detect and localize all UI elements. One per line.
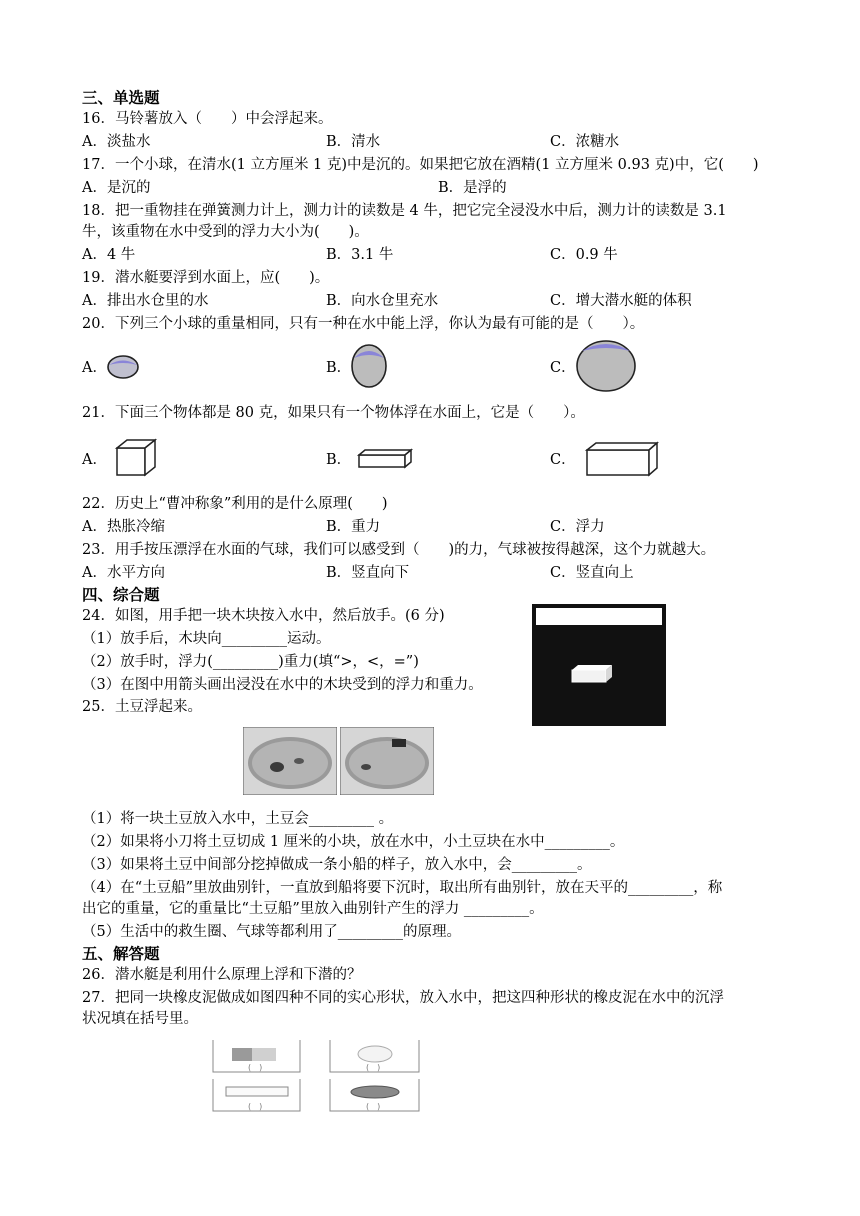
q23-option-c[interactable]: C．竖直向上: [550, 565, 634, 581]
q22-option-a[interactable]: A．热胀冷缩: [82, 519, 165, 535]
q19-option-b[interactable]: B．向水仓里充水: [326, 293, 439, 309]
q16-option-a[interactable]: A．淡盐水: [82, 134, 151, 150]
water-tank-figure: [532, 604, 666, 726]
long-box-image: [584, 440, 660, 478]
clay-shapes-figure: [212, 1039, 422, 1115]
q21-stem: 21．下面三个物体都是 80 克，如果只有一个物体浮在水面上，它是（ ）。: [82, 405, 585, 421]
q18-option-c[interactable]: C．0.9 牛: [550, 247, 618, 263]
q17-option-a[interactable]: A．是沉的: [82, 180, 151, 196]
cube-image: [114, 438, 158, 478]
q20-option-c[interactable]: C．: [550, 360, 576, 376]
q25-sub2: （2）如果将小刀将土豆切成 1 厘米的小块，放在水中，小土豆块在水中_________。: [82, 834, 625, 850]
q24-stem: 24．如图，用手把一块木块按入水中，然后放手。(6 分): [82, 608, 445, 624]
q22-option-c[interactable]: C．浮力: [550, 519, 605, 535]
q16-option-c[interactable]: C．浓糖水: [550, 134, 620, 150]
potato-photo-2: [340, 727, 434, 795]
q24-sub3: （3）在图中用箭头画出浸没在水中的木块受到的浮力和重力。: [82, 677, 483, 693]
q20-stem: 20．下列三个小球的重量相同，只有一种在水中能上浮，你认为最有可能的是（ ）。: [82, 316, 645, 332]
q17-option-b[interactable]: B．是浮的: [438, 180, 507, 196]
q25-sub3: （3）如果将土豆中间部分挖掉做成一条小船的样子，放入水中，会_________。: [82, 857, 592, 873]
q25-sub1: （1）将一块土豆放入水中，土豆会_________ 。: [82, 811, 394, 827]
ball-medium-image: [349, 342, 391, 390]
q25-stem: 25．土豆浮起来。: [82, 699, 202, 715]
ball-small-image: [106, 354, 140, 380]
q17-stem: 17．一个小球，在清水(1 立方厘米 1 克)中是沉的。如果把它放在酒精(1 立方厘米 0.93 克)中，它( ): [82, 157, 759, 173]
q25-sub4-line1: （4）在“土豆船”里放曲别针，一直放到船将要下沉时，取出所有曲别针，放在天平的_________，称: [82, 880, 723, 896]
clay-disc-image: [351, 1086, 399, 1098]
clay-block-image: [232, 1048, 276, 1061]
q16-option-b[interactable]: B．清水: [326, 134, 381, 150]
q18-option-a[interactable]: A．4 牛: [82, 247, 136, 263]
q18-option-b[interactable]: B．3.1 牛: [326, 247, 394, 263]
q20-option-a[interactable]: A．: [82, 360, 107, 376]
q24-sub1: （1）放手后，木块向_________运动。: [82, 631, 331, 647]
q23-option-b[interactable]: B．竖直向下: [326, 565, 410, 581]
q21-option-b[interactable]: B．: [326, 452, 352, 468]
q16-stem: 16．马铃薯放入（ ）中会浮起来。: [82, 111, 333, 127]
clay-ball-image: [358, 1046, 392, 1062]
ball-large-image: [574, 338, 638, 394]
q25-sub5: （5）生活中的救生圈、气球等都利用了_________的原理。: [82, 924, 461, 940]
q26-stem: 26．潜水艇是利用什么原理上浮和下潜的？: [82, 967, 362, 983]
clay-rod-image: [226, 1087, 288, 1096]
svg-text:( ): ( ): [248, 1102, 263, 1111]
q22-stem: 22．历史上“曹冲称象”利用的是什么原理( ): [82, 496, 388, 512]
q19-option-c[interactable]: C．增大潜水艇的体积: [550, 293, 692, 309]
q21-option-a[interactable]: A．: [82, 452, 107, 468]
q27-stem-line2: 状况填在括号里。: [82, 1011, 198, 1027]
q19-stem: 19．潜水艇要浮到水面上，应( )。: [82, 270, 330, 286]
section-title-comprehensive: 四、综合题: [82, 586, 160, 604]
svg-text:( ): ( ): [366, 1063, 381, 1072]
q23-stem: 23．用手按压漂浮在水面的气球，我们可以感受到（ )的力，气球被按得越深，这个力就越大。: [82, 542, 716, 558]
q24-sub2: （2）放手时，浮力(_________)重力(填“>，<，=”): [82, 654, 419, 670]
section-title-single-choice: 三、单选题: [82, 89, 160, 107]
q19-option-a[interactable]: A．排出水仓里的水: [82, 293, 209, 309]
svg-text:( ): ( ): [366, 1102, 381, 1111]
svg-text:( ): ( ): [248, 1063, 263, 1072]
q20-option-b[interactable]: B．: [326, 360, 352, 376]
q18-stem-line1: 18．把一重物挂在弹簧测力计上，测力计的读数是 4 牛，把它完全浸没水中后，测力计的读数是 3.1: [82, 203, 727, 219]
wooden-block-image: [572, 665, 612, 682]
section-title-answer: 五、解答题: [82, 945, 160, 963]
q21-option-c[interactable]: C．: [550, 452, 576, 468]
q23-option-a[interactable]: A．水平方向: [82, 565, 165, 581]
q25-sub4-line2: 出它的重量，它的重量比“土豆船”里放入曲别针产生的浮力 _________。: [82, 901, 544, 917]
potato-photo-1: [243, 727, 337, 795]
q18-stem-line2: 牛，该重物在水中受到的浮力大小为( )。: [82, 224, 369, 240]
q27-stem-line1: 27．把同一块橡皮泥做成如图四种不同的实心形状，放入水中，把这四种形状的橡皮泥在水中的沉浮: [82, 990, 724, 1006]
flat-block-image: [356, 448, 414, 470]
q22-option-b[interactable]: B．重力: [326, 519, 381, 535]
